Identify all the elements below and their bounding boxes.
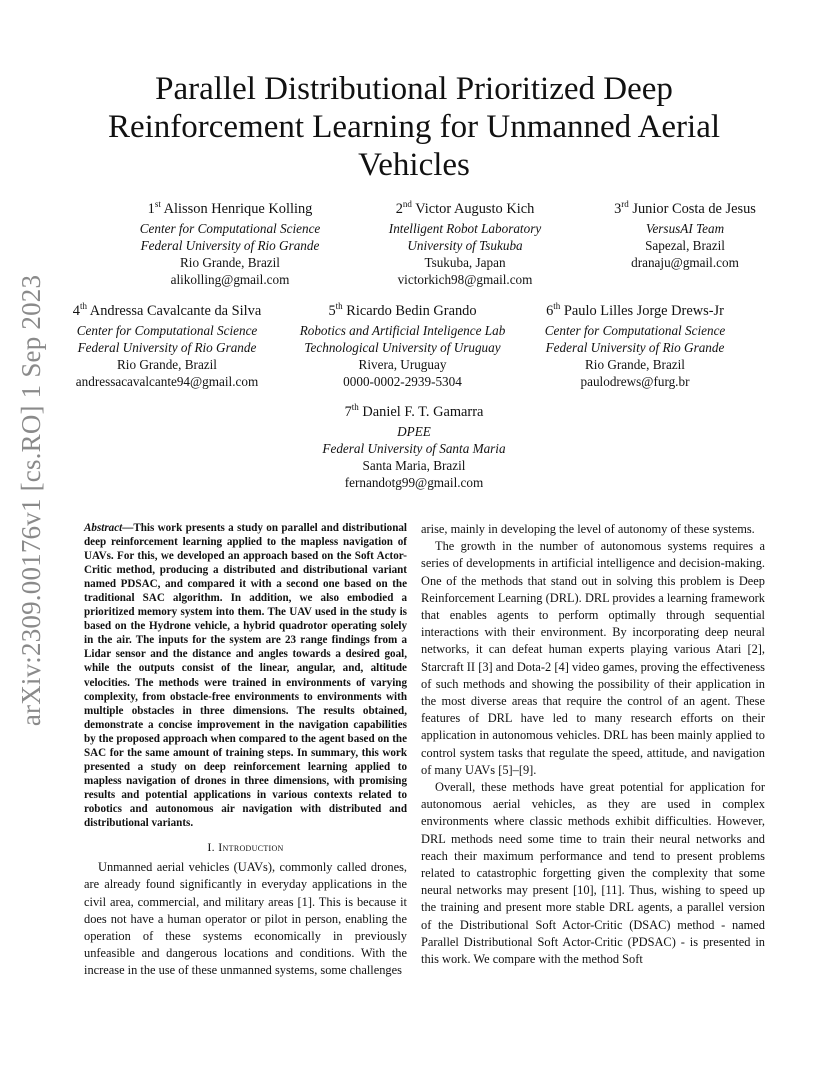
author-name: 4th Andressa Cavalcante da Silva [72,301,262,319]
abstract [84,521,407,830]
author-block-1 [110,200,350,288]
author-institution: Technological University of Uruguay [304,340,501,355]
section-heading-introduction: I. Introduction [207,840,284,855]
paper-title: Parallel Distributional Prioritized Deep Reinforcement Learning for Unmanned Aerial Vehicles [107,71,721,183]
intro-paragraph-continued: arise, mainly in developing the level of autonomy of these systems. [421,522,755,536]
author-block-4 [52,302,282,390]
author-name: 7th Daniel F. T. Gamarra [344,402,484,420]
author-email: alikolling@gmail.com [170,272,290,287]
intro-paragraph-3: Overall, these methods have great potential for application for autonomous aerial vehicles, as they are used in complex environments where classic methods exhibit difficulties. However, DRL methods need some time to train their neural networks and reach their maximum performance and tend to present problems related to catastrophic forgetting given the complexity that some neural networks may present [10], [11]. Thus, wishing to speed up the training and present more stable DRL agents, a parallel version of the Distributional Soft Actor-Critic (DSAC) method - named Parallel Distributional Soft Actor-Critic (PDSAC) - is presented in this work. We compare with the method Soft [421,780,765,967]
author-city: Rio Grande, Brazil [117,357,217,372]
author-department: Robotics and Artificial Inteligence Lab [299,323,506,338]
abstract-text: —This work presents a study on parallel and distributional deep reinforcement learning applied to the mapless navigation of UAVs. For this, we developed an approach based on the Soft Actor-Critic method, producing a distributed and distributional variant named PDSAC, and compared it with a second one based on the traditional SAC algorithm. In addition, we also embodied a prioritized memory system into them. The UAV used in the study is based on the Hydrone vehicle, a hybrid quadrotor operating solely in the air. The inputs for the system are 23 range findings from a Lidar sensor and the distance and angles towards a desired goal, while the outputs consist of the linear, angular, and, altitude velocities. The methods were trained in environments of varying complexity, from obstacle-free environments to environments with multiple obstacles in three dimensions. The results obtained, demonstrate a concise improvement in the navigation capabilities by the proposed approach when compared to the agent based on the SAC for the same amount of training steps. In summary, this work presented a study on deep reinforcement learning applied to mapless navigation of drones in three dimensions, with promising results and potential applications in various contexts related to robotics and autonomous air navigation with distributed and distributional variants. [84,522,407,829]
author-block-6 [520,302,750,390]
author-city: Tsukuba, Japan [424,255,506,270]
author-institution: Federal University of Rio Grande [545,340,725,355]
author-city: Sapezal, Brazil [645,238,725,253]
author-name: 5th Ricardo Bedin Grando [328,301,477,319]
author-email: victorkich98@gmail.com [397,272,533,287]
author-department: Center for Computational Science [76,323,258,338]
author-institution: Federal University of Rio Grande [77,340,257,355]
author-block-5 [285,302,520,390]
author-city: Rivera, Uruguay [358,357,447,372]
abstract-label: Abstract [84,522,123,534]
author-city: Rio Grande, Brazil [180,255,280,270]
author-name: 1st Alisson Henrique Kolling [147,199,313,217]
arxiv-identifier-stamp [14,274,50,726]
author-department: Center for Computational Science [544,323,726,338]
author-city: Santa Maria, Brazil [362,458,466,473]
author-email: paulodrews@furg.br [580,374,690,389]
author-institution: Federal University of Rio Grande [140,238,320,253]
author-email: fernandotg99@gmail.com [344,475,484,490]
right-column [421,521,765,968]
author-name: 2nd Victor Augusto Kich [395,199,535,217]
author-department: Intelligent Robot Laboratory [388,221,542,236]
intro-paragraph-1: Unmanned aerial vehicles (UAVs), commonly called drones, are already found significantly in everyday applications in the civil area, commercial, and military areas [1]. This is because it does not have a human operator or pilot in person, enabling the operation of these systems economically in previously unfeasible and dangerous locations and conditions. With the increase in the use of these unmanned systems, some challenges [84,860,407,978]
author-department: DPEE [397,424,431,439]
author-institution: Federal University of Santa Maria [322,441,506,456]
author-name: 3rd Junior Costa de Jesus [614,199,756,217]
author-block-3 [575,200,795,271]
author-email: 0000-0002-2939-5304 [343,374,462,389]
author-block-2 [345,200,585,288]
author-email: andressacavalcante94@gmail.com [75,374,259,389]
author-name: 6th Paulo Lilles Jorge Drews-Jr [546,301,724,319]
author-email: dranaju@gmail.com [631,255,739,270]
author-city: Rio Grande, Brazil [585,357,685,372]
author-block-7 [294,403,534,491]
author-institution: University of Tsukuba [407,238,523,253]
author-department: VersusAI Team [645,221,725,236]
left-column [84,521,407,980]
arxiv-identifier-text: arXiv:2309.00176v1 [cs.RO] 1 Sep 2023 [16,274,47,726]
intro-paragraph-2: The growth in the number of autonomous systems requires a series of developments in artificial intelligence and decision-making. One of the methods that stand out in solving this problem is Deep Reinforcement Learning (DRL). DRL provides a learning framework that enables agents to perform optimally through sequential interactions with their environment. By incorporating deep neural networks, it can defeat human experts playing various Atari [2], Starcraft II [3] and Dota-2 [4] video games, proving the effectiveness of such methods and showing the possibility of their application in the most diverse areas that require the control of an agent. These features of DRL have led to many research efforts on their application in autonomous vehicles. DRL has been mainly applied to control system tasks that regulate the speed, attitude, and navigation of many UAVs [5]–[9]. [421,539,765,777]
author-department: Center for Computational Science [139,221,321,236]
